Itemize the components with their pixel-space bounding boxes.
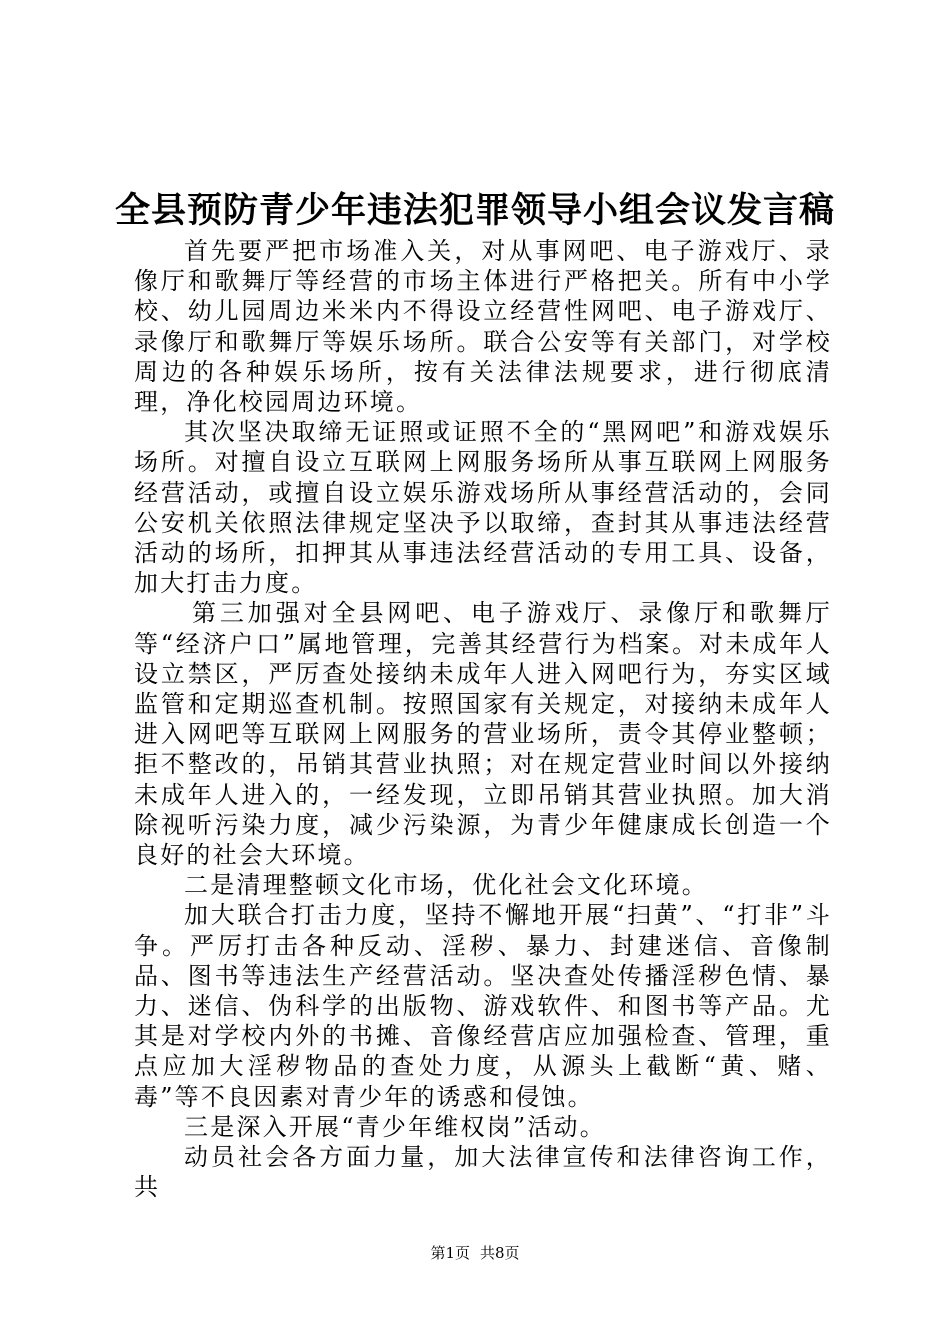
- paragraph-third-heading: 三是深入开展“青少年维权岗”活动。: [184, 1112, 606, 1141]
- paragraph-market-access: 首先要严把市场准入关，对从事网吧、电子游戏厅、录像厅和歌舞厅等经营的市场主体进行严格把关。所有中小学校、幼儿园周边米米内不得设立经营性网吧、电子游戏厅、录像厅和歌舞厅等娱乐场所。联合公安等有关部门，对学校周边的各种娱乐场所，按有关法律法规要求，进行彻底清理，净化校园周边环境。: [134, 237, 832, 417]
- paragraph-strengthen-management: 第三加强对全县网吧、电子游戏厅、录像厅和歌舞厅等“经济户口”属地管理，完善其经营行为档案。对未成年人设立禁区，严厉查处接纳未成年人进入网吧行为，夯实区域监管和定期巡查机制。按照国家有关规定，对接纳未成年人进入网吧等互联网上网服务的营业场所，责令其停业整顿；拒不整改的，吊销其营业执照；对在规定营业时间以外接纳未成年人进入的，一经发现，立即吊销其营业执照。加大消除视听污染力度，减少污染源，为青少年健康成长创造一个良好的社会大环境。: [134, 599, 832, 870]
- paragraph-mobilize: 动员社会各方面力量，加大法律宣传和法律咨询工作，共: [134, 1143, 832, 1202]
- page-footer: [0, 1243, 950, 1263]
- document-title: 全县预防青少年违法犯罪领导小组会议发言稿: [114, 190, 835, 231]
- document-body: [134, 236, 832, 1203]
- page-number: 第1页: [430, 1244, 470, 1262]
- paragraph-ban-illegal-cafes: 其次坚决取缔无证照或证照不全的“黑网吧”和游戏娱乐场所。对擅自设立互联网上网服务场所从事互联网上网服务经营活动，或擅自设立娱乐游戏场所从事经营活动的，会同公安机关依照法律规定坚决予以取缔，查封其从事违法经营活动的场所，扣押其从事违法经营活动的专用工具、设备，加大打击力度。: [134, 418, 832, 598]
- page-total: 共8页: [480, 1244, 520, 1262]
- paragraph-second-heading: 二是清理整顿文化市场，优化社会文化环境。: [184, 871, 708, 900]
- paragraph-crackdown: 加大联合打击力度，坚持不懈地开展“扫黄”、“打非”斗争。严厉打击各种反动、淫秽、暴力、封建迷信、音像制品、图书等违法生产经营活动。坚决查处传播淫秽色情、暴力、迷信、伪科学的出版物、游戏软件、和图书等产品。尤其是对学校内外的书摊、音像经营店应加强检查、管理，重点应加大淫秽物品的查处力度，从源头上截断“黄、赌、毒”等不良因素对青少年的诱惑和侵蚀。: [134, 901, 832, 1111]
